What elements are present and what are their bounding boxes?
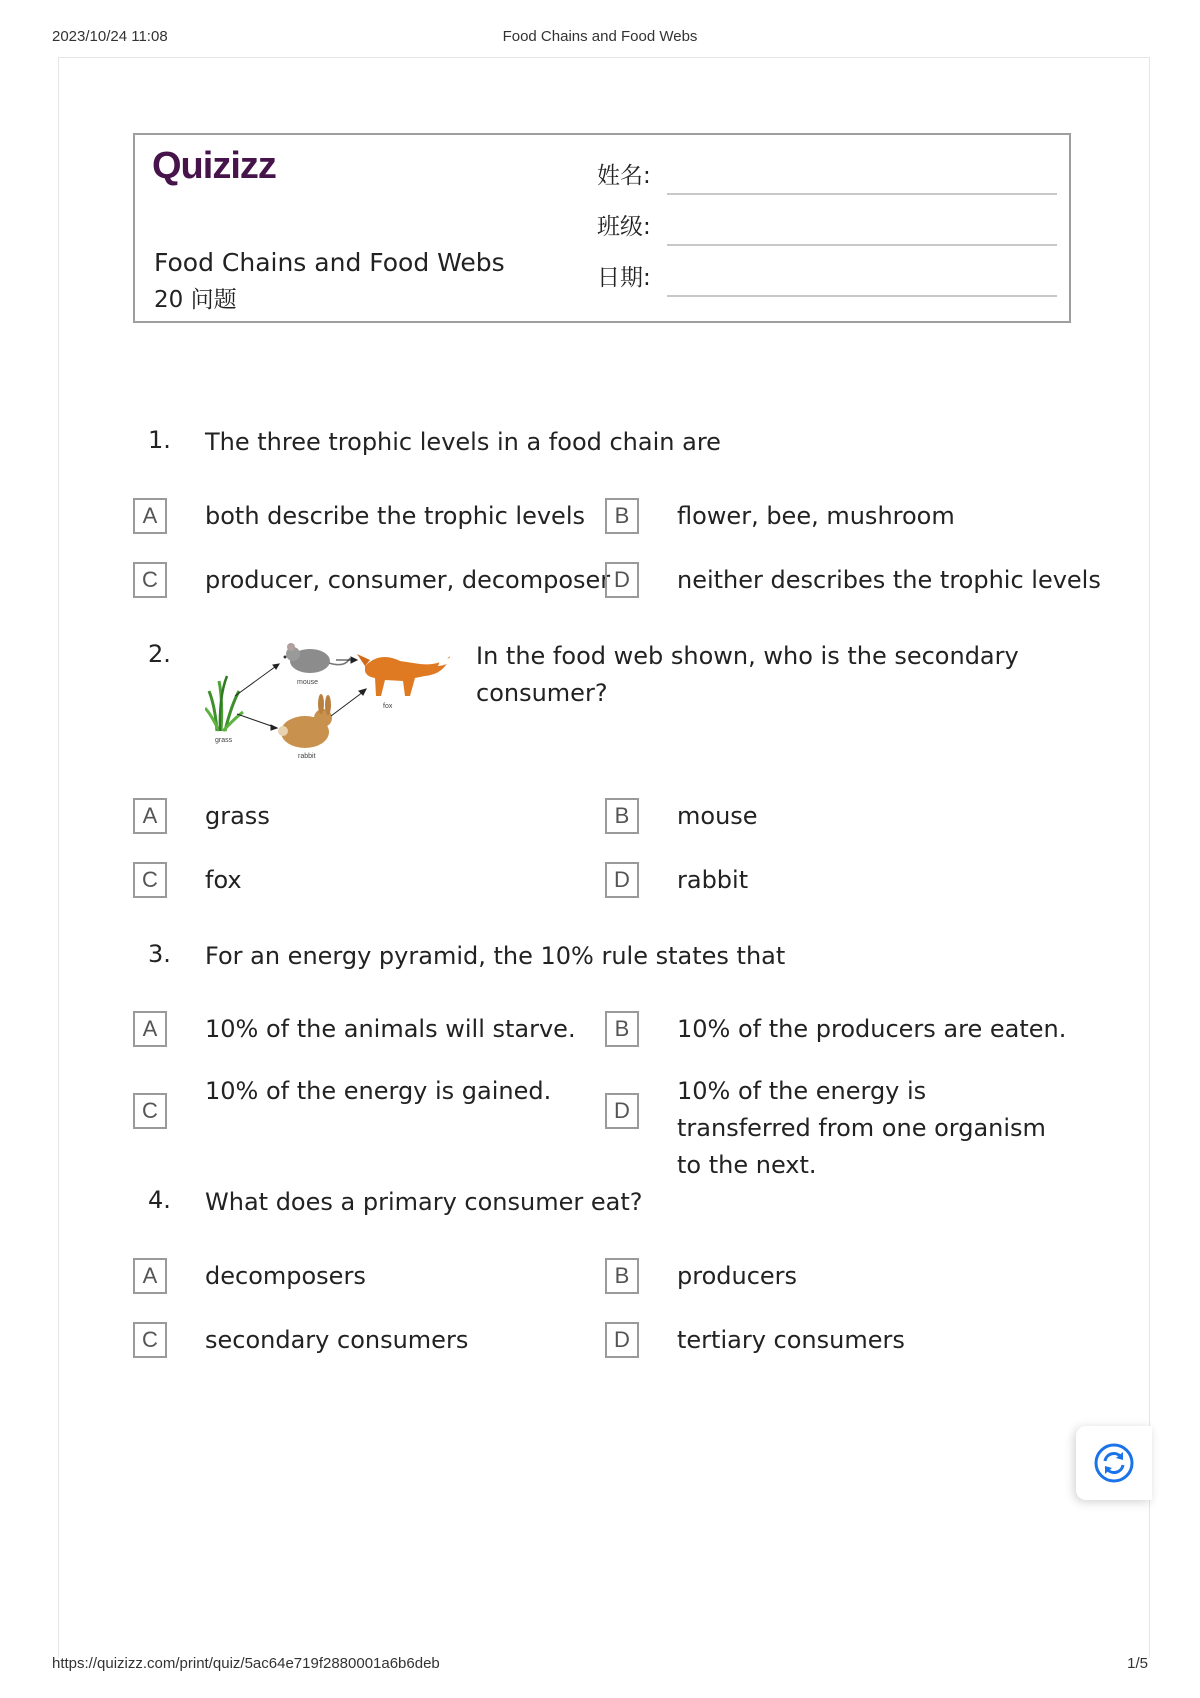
option-text: neither describes the trophic levels (677, 566, 1101, 594)
option-text: 10% of the energy is transferred from one organism to the next. (677, 1077, 1046, 1179)
option-text: mouse (677, 802, 758, 830)
question-number: 3. (148, 940, 171, 968)
option-letter: B (605, 1258, 639, 1294)
option-text: fox (205, 866, 242, 894)
option-text: decomposers (205, 1262, 366, 1290)
name-field[interactable] (597, 155, 1057, 195)
option-text: secondary consumers (205, 1326, 469, 1354)
quiz-header-box (133, 133, 1071, 323)
option-text: flower, bee, mushroom (677, 502, 955, 530)
option-text: producers (677, 1262, 798, 1290)
option-letter: A (133, 798, 167, 834)
option-letter: D (605, 1322, 639, 1358)
name-line[interactable] (667, 193, 1057, 195)
mouse-label: mouse (297, 679, 319, 686)
date-label: 日期: (597, 265, 651, 291)
refresh-sync-icon (1094, 1443, 1134, 1483)
option-letter: B (605, 798, 639, 834)
option-letter: C (133, 862, 167, 898)
print-datetime: 2023/10/24 11:08 (52, 28, 168, 45)
option-text: 10% of the energy is gained. (205, 1077, 552, 1105)
option-letter: C (133, 562, 167, 598)
print-page-number: 1/5 (1127, 1655, 1148, 1672)
option-letter: D (605, 1093, 639, 1129)
fox-label: fox (383, 703, 393, 710)
print-header (52, 28, 1148, 48)
quizizz-logo: Quizizz (152, 145, 276, 187)
mouse-icon (284, 643, 351, 673)
option-text: grass (205, 802, 270, 830)
option-letter: A (133, 1258, 167, 1294)
option-letter: B (605, 1011, 639, 1047)
rabbit-label: rabbit (298, 753, 316, 760)
option-letter: C (133, 1093, 167, 1129)
class-label: 班级: (597, 214, 651, 240)
grass-icon (205, 676, 243, 731)
option-text: 10% of the producers are eaten. (677, 1015, 1067, 1043)
question-text: The three trophic levels in a food chain are (205, 428, 721, 456)
option-text: 10% of the animals will starve. (205, 1015, 576, 1043)
question-number: 1. (148, 426, 171, 454)
print-footer (52, 1655, 1148, 1675)
name-label: 姓名: (597, 163, 651, 189)
option-text: tertiary consumers (677, 1326, 905, 1354)
food-web-image (205, 636, 455, 766)
print-doc-title: Food Chains and Food Webs (502, 28, 698, 45)
date-line[interactable] (667, 295, 1057, 297)
option-letter: B (605, 498, 639, 534)
option-text: producer, consumer, decomposer (205, 566, 611, 594)
question-count: 20 问题 (154, 287, 237, 313)
option-text: rabbit (677, 866, 749, 894)
rabbit-icon (278, 694, 332, 748)
question-text: What does a primary consumer eat? (205, 1188, 643, 1216)
quiz-title: Food Chains and Food Webs (154, 248, 505, 277)
option-letter: A (133, 498, 167, 534)
question-number: 4. (148, 1186, 171, 1214)
refresh-button[interactable] (1076, 1426, 1152, 1500)
grass-label: grass (215, 737, 233, 744)
option-text: both describe the trophic levels (205, 502, 585, 530)
option-letter: D (605, 862, 639, 898)
fox-icon (355, 654, 453, 696)
class-line[interactable] (667, 244, 1057, 246)
option-letter: D (605, 562, 639, 598)
date-field[interactable] (597, 257, 1057, 297)
question-text: In the food web shown, who is the secondary consumer? (476, 642, 1019, 707)
question-number: 2. (148, 640, 171, 668)
class-field[interactable] (597, 206, 1057, 246)
option-letter: C (133, 1322, 167, 1358)
print-url[interactable]: https://quizizz.com/print/quiz/5ac64e719f2880001a6b6deb (52, 1655, 440, 1672)
question-text: For an energy pyramid, the 10% rule states that (205, 942, 786, 970)
option-letter: A (133, 1011, 167, 1047)
